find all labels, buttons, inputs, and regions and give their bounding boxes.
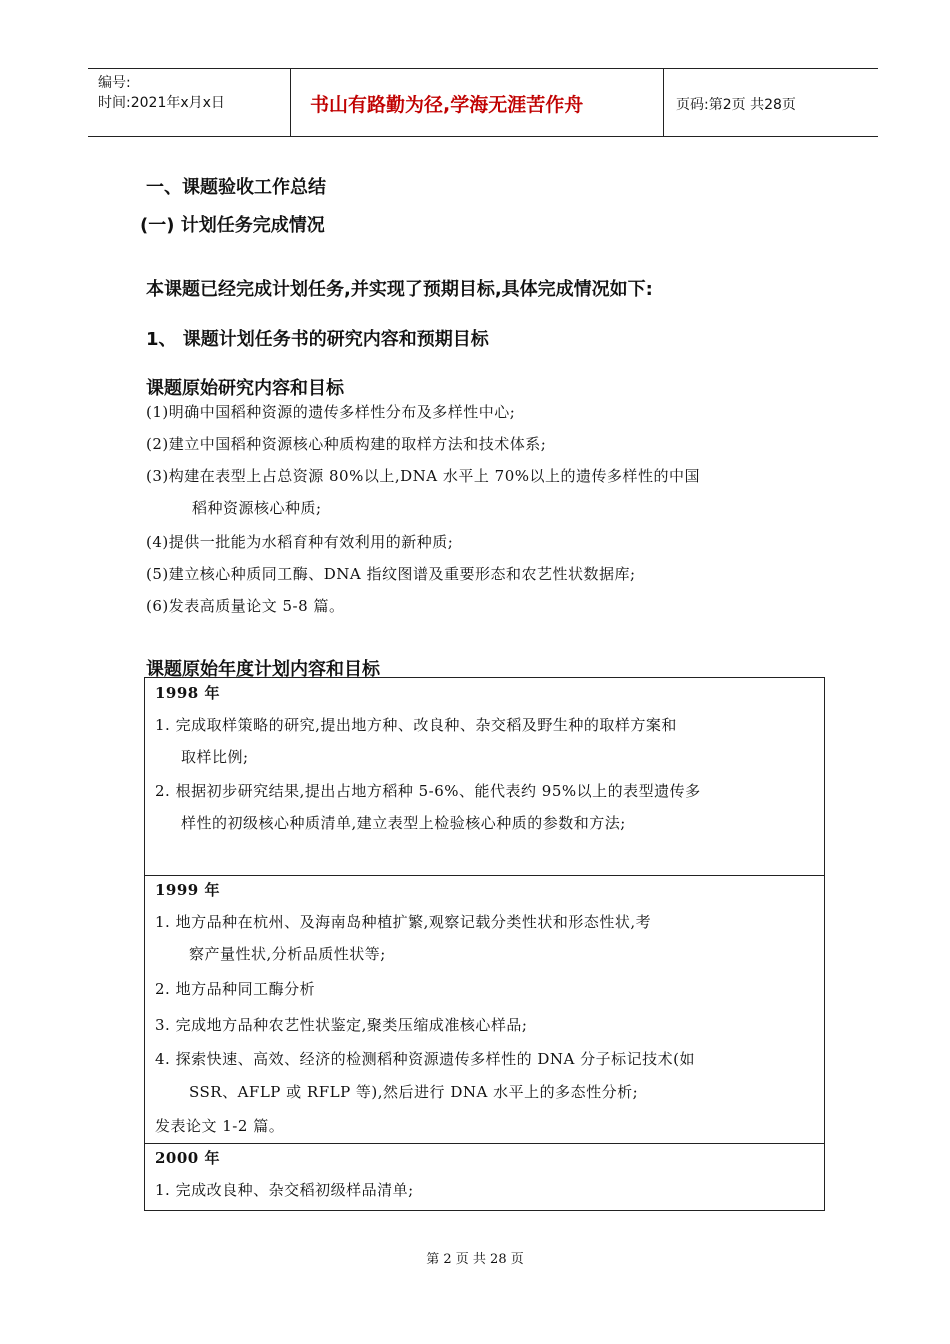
research-line: (6)发表高质量论文 5-8 篇。 bbox=[146, 597, 345, 615]
research-line: (5)建立核心种质同工酶、DNA 指纹图谱及重要形态和农艺性状数据库; bbox=[146, 565, 636, 583]
plan-line: 取样比例; bbox=[181, 748, 249, 766]
research-line: (2)建立中国稻种资源核心种质构建的取样方法和技术体系; bbox=[146, 435, 547, 453]
year-1999: 1999 年 bbox=[155, 881, 220, 899]
intro-paragraph: 本课题已经完成计划任务,并实现了预期目标,具体完成情况如下: bbox=[146, 279, 653, 300]
plan-line: SSR、AFLP 或 RFLP 等),然后进行 DNA 水平上的多态性分析; bbox=[189, 1083, 639, 1101]
plan-line: 1. 地方品种在杭州、及海南岛种植扩繁,观察记载分类性状和形态性状,考 bbox=[155, 913, 652, 931]
plan-line: 1. 完成改良种、杂交稻初级样品清单; bbox=[155, 1181, 414, 1199]
section-heading: 一、课题验收工作总结 bbox=[146, 177, 326, 198]
year-2000: 2000 年 bbox=[155, 1149, 220, 1167]
year-1998: 1998 年 bbox=[155, 684, 220, 702]
header-meta bbox=[98, 73, 225, 113]
subsection-heading: (一) 计划任务完成情况 bbox=[140, 215, 325, 236]
plan-line: 3. 完成地方品种农艺性状鉴定,聚类压缩成准核心样品; bbox=[155, 1016, 528, 1034]
header-motto: 书山有路勤为径,学海无涯苦作舟 bbox=[310, 94, 584, 116]
header-page-label: 页码:第2页 共28页 bbox=[676, 97, 796, 113]
research-line: 稻种资源核心种质; bbox=[192, 499, 322, 517]
plan-line: 2. 根据初步研究结果,提出占地方稻种 5-6%、能代表约 95%以上的表型遗传多 bbox=[155, 782, 701, 800]
header-date-label: 时间:2021年x月x日 bbox=[98, 95, 225, 111]
plan-line: 样性的初级核心种质清单,建立表型上检验核心种质的参数和方法; bbox=[181, 814, 626, 832]
header-id-label: 编号: bbox=[98, 75, 131, 91]
plan-line: 2. 地方品种同工酶分析 bbox=[155, 980, 316, 998]
research-line: (1)明确中国稻种资源的遗传多样性分布及多样性中心; bbox=[146, 403, 516, 421]
plan-line: 察产量性状,分析品质性状等; bbox=[189, 945, 386, 963]
plan-line: 发表论文 1-2 篇。 bbox=[155, 1117, 285, 1135]
header-divider bbox=[290, 69, 291, 136]
research-line: (4)提供一批能为水稻育种有效利用的新种质; bbox=[146, 533, 454, 551]
plan-line: 1. 完成取样策略的研究,提出地方种、改良种、杂交稻及野生种的取样方案和 bbox=[155, 716, 677, 734]
plan-line: 4. 探索快速、高效、经济的检测稻种资源遗传多样性的 DNA 分子标记技术(如 bbox=[155, 1050, 695, 1068]
annual-plan-table bbox=[144, 677, 825, 1211]
annual-title: 课题原始年度计划内容和目标 bbox=[146, 659, 380, 680]
row-divider bbox=[145, 875, 824, 876]
item-heading: 1、 课题计划任务书的研究内容和预期目标 bbox=[146, 329, 489, 350]
research-title: 课题原始研究内容和目标 bbox=[146, 378, 344, 399]
page-header bbox=[88, 68, 878, 137]
research-line: (3)构建在表型上占总资源 80%以上,DNA 水平上 70%以上的遗传多样性的中国 bbox=[146, 467, 700, 485]
page-footer: 第 2 页 共 28 页 bbox=[426, 1252, 524, 1267]
header-divider bbox=[663, 69, 664, 136]
row-divider bbox=[145, 1143, 824, 1144]
